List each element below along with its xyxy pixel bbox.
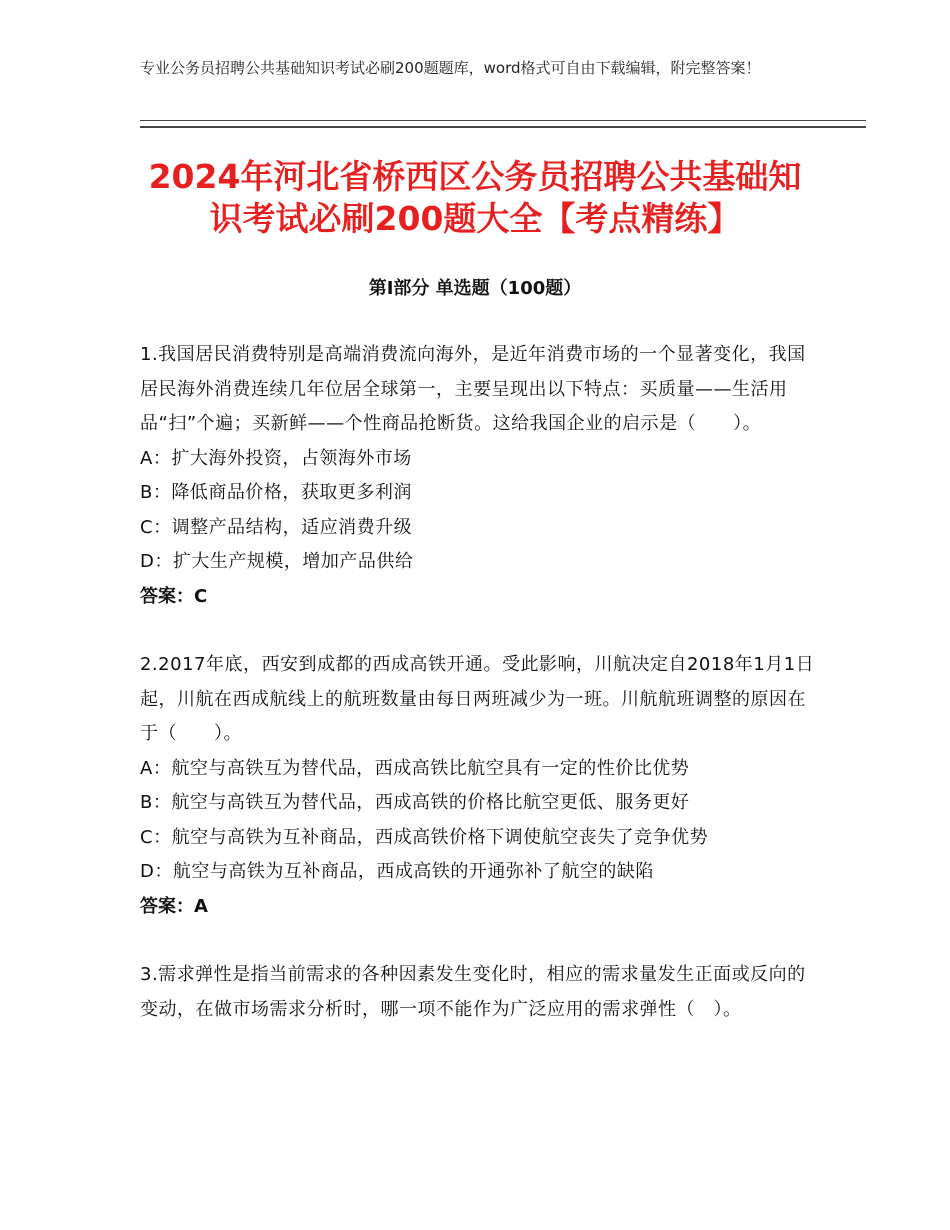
question-stem: 3.需求弹性是指当前需求的各种因素发生变化时，相应的需求量发生正面或反向的变动，在做市场需求分析时，哪一项不能作为广泛应用的需求弹性（ ）。: [140, 964, 806, 1020]
question-stem: 1.我国居民消费特别是高端消费流向海外，是近年消费市场的一个显著变化，我国居民海外消费连续几年位居全球第一，主要呈现出以下特点：买质量——生活用品“扫”个遍；买新鲜——个性商品抢断货。这给我国企业的启示是（ ）。: [140, 344, 806, 434]
section-heading: 第Ⅰ部分 单选题（100题）: [368, 278, 582, 299]
option-b: B：降低商品价格，获取更多利润: [140, 482, 412, 503]
option-d: D：航空与高铁为互补商品，西成高铁的开通弥补了航空的缺陷: [140, 861, 654, 882]
option-a: A：扩大海外投资，占领海外市场: [140, 447, 412, 469]
option-b: B：航空与高铁互为替代品，西成高铁的价格比航空更低、服务更好: [140, 792, 690, 813]
question-2: [140, 648, 820, 924]
option-c: C：航空与高铁为互补商品，西成高铁价格下调使航空丧失了竞争优势: [140, 826, 709, 848]
question-list: [140, 338, 820, 1061]
title-line-1: 2024年河北省桥西区公务员招聘公共基础知: [148, 157, 802, 196]
option-c: C：调整产品结构，适应消费升级: [140, 516, 413, 538]
title-line-2: 识考试必刷200题大全【考点精练】: [209, 199, 741, 238]
option-d: D：扩大生产规模，增加产品供给: [140, 551, 414, 572]
option-a: A：航空与高铁互为替代品，西成高铁比航空具有一定的性价比优势: [140, 757, 690, 779]
header-divider: [140, 120, 866, 128]
header-note: 专业公务员招聘公共基础知识考试必刷200题题库，word格式可自由下载编辑，附完整答案！: [140, 59, 761, 77]
question-stem: 2.2017年底，西安到成都的西成高铁开通。受此影响，川航决定自2018年1月1日起，川航在西成航线上的航班数量由每日两班减少为一班。川航航班调整的原因在于（ ）。: [140, 654, 815, 744]
question-1: [140, 338, 820, 614]
document-title: [120, 156, 830, 240]
answer: 答案：A: [140, 895, 208, 917]
question-3: [140, 958, 820, 1027]
answer: 答案：C: [140, 585, 208, 607]
